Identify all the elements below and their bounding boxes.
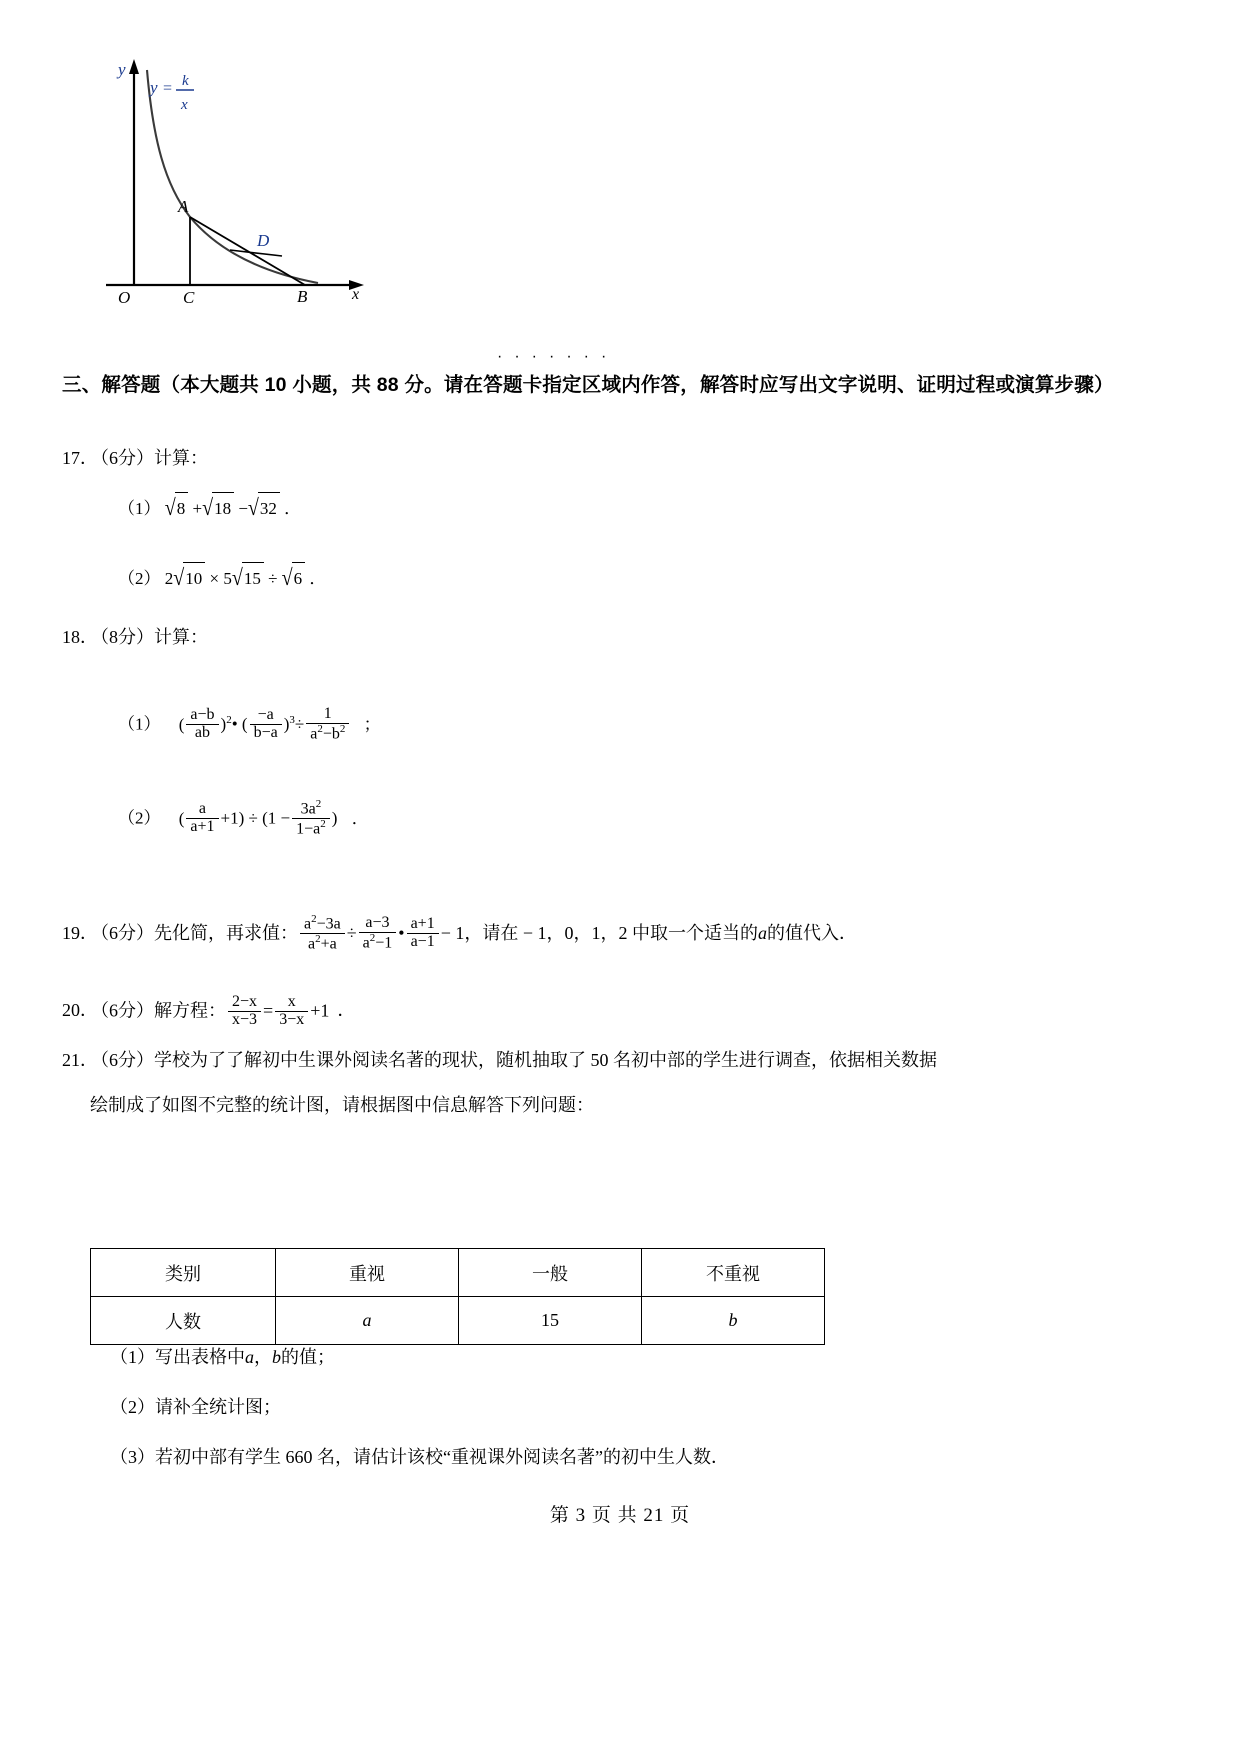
page-footer: 第 3 页 共 21 页 xyxy=(549,1505,691,1526)
table-cell-count-label: 人数 xyxy=(91,1297,276,1345)
q18-item1-dot: • xyxy=(231,714,238,734)
q19-score: （6分） xyxy=(100,922,154,943)
q18-item1-exp1: 2 xyxy=(226,714,232,726)
fraction-one-over-a2-minus-b2: $\frac{1}{a^2-b^2}$ xyxy=(306,706,349,743)
q20-plus-one: +1 xyxy=(310,1000,330,1021)
q21-sub1-pre: （1）写出表格中 xyxy=(110,1347,245,1367)
svg-text:B: B xyxy=(297,287,308,306)
section-heading: 三、解答题（本大题共 10 小题，共 88 分。请在答题卡指定区域内作答，解答时应写出文字说明、证明过程或演算步骤） xyxy=(62,374,1114,396)
question-21-line-1 xyxy=(62,1045,1182,1075)
q18-item1-semicolon: ； xyxy=(363,714,381,734)
statistics-table xyxy=(90,1248,825,1345)
q17-item2-label: （2） xyxy=(118,569,161,588)
q17-item1-op2: − xyxy=(238,499,248,518)
sqrt-8: √8 xyxy=(165,492,188,524)
hyperbola-figure xyxy=(90,45,390,315)
q18-item2-div: ÷ xyxy=(248,808,258,828)
svg-text:A: A xyxy=(178,197,189,216)
question-17-item-1 xyxy=(118,492,301,524)
q19-number: 19． xyxy=(62,922,98,943)
fraction-minus-a-over-b-minus-a: $\frac{-a}{b-a}$ xyxy=(250,707,282,742)
q19-op2: • xyxy=(398,922,405,943)
q21-number: 21． xyxy=(62,1050,98,1070)
q18-item2-period: ． xyxy=(351,808,369,828)
q19-prompt: 先化简，再求值： xyxy=(154,922,298,943)
q19-tail2: 的值代入． xyxy=(767,922,858,943)
q17-item2-c1: 2 xyxy=(164,569,174,588)
q17-item1-period: ． xyxy=(284,499,302,518)
q18-score: （8分） xyxy=(100,627,154,647)
sqrt-15: √15 xyxy=(232,562,264,594)
table-cell-value-b: b xyxy=(642,1297,825,1345)
fraction-a-over-a-plus-1: $\frac{a}{a+1}$ xyxy=(186,801,218,836)
q20-period: ． xyxy=(337,1000,356,1021)
q18-number: 18． xyxy=(62,627,98,647)
question-20 xyxy=(62,995,355,1030)
q17-item2-op1: × xyxy=(209,569,220,588)
fraction-a2-minus-3a-over-a2-plus-a: $\frac{a^2-3a}{a^2+a}$ xyxy=(300,914,345,953)
q18-item2-close: ) xyxy=(331,808,338,828)
q19-variable: a xyxy=(758,922,768,943)
table-cell-value-15: 15 xyxy=(459,1297,642,1345)
svg-text:D: D xyxy=(257,231,270,250)
sqrt-18: √18 xyxy=(202,492,234,524)
svg-text:=: = xyxy=(163,80,173,97)
q18-item1-exp2: 3 xyxy=(289,714,295,726)
q18-item1-div: ÷ xyxy=(294,714,305,734)
fraction-x-over-3-minus-x: $\frac{x}{3-x}$ xyxy=(275,994,308,1029)
sqrt-6: √6 xyxy=(282,562,305,594)
q17-score: （6分） xyxy=(100,448,154,468)
sqrt-32: √32 xyxy=(248,492,280,524)
question-17-stem xyxy=(62,443,208,473)
q17-item1-label: （1） xyxy=(118,499,161,518)
q17-item1-op1: + xyxy=(192,499,203,518)
heading-dots: ······· xyxy=(497,348,619,365)
q20-prompt: 解方程： xyxy=(154,1000,226,1021)
question-18-item-1: （1） ( $\frac{a-b}{ab}$ )$^2$• ( $\frac{-a}{b-a}$ )$^3$÷ $\frac{1}{a^2-b^2}$ ； xyxy=(118,705,381,743)
question-17-item-2 xyxy=(118,562,326,594)
q21-sub1-var-a: a xyxy=(245,1347,254,1367)
question-19 xyxy=(62,915,857,954)
fraction-3a2-over-1-minus-a2: $\frac{3a^2}{1-a^2}$ xyxy=(292,799,330,838)
q19-tail: − 1，请在 − 1，0，1，2 中取一个适当的 xyxy=(440,922,759,943)
q18-item2-label: （2） xyxy=(118,808,161,828)
q17-item2-op2: ÷ xyxy=(268,569,278,588)
q21-sub1-var-b: b xyxy=(272,1347,281,1367)
svg-text:k: k xyxy=(182,73,189,89)
table-header-category: 类别 xyxy=(91,1249,276,1297)
fraction-a-minus-b-over-ab: $\frac{a-b}{ab}$ xyxy=(186,707,218,742)
svg-text:x: x xyxy=(181,97,188,113)
svg-text:y: y xyxy=(118,60,126,79)
fraction-a-minus-3-over-a2-minus-1: $\frac{a-3}{a^2-1}$ xyxy=(359,915,397,952)
q18-item2-plus: +1) xyxy=(220,808,245,828)
question-21-line-2: 绘制成了如图不完整的统计图，请根据图中信息解答下列问题： xyxy=(90,1095,594,1115)
q17-prompt: 计算： xyxy=(154,448,208,468)
q18-prompt: 计算： xyxy=(154,627,208,647)
table-cell-value-a: a xyxy=(276,1297,459,1345)
question-18-stem xyxy=(62,622,208,652)
q19-op1: ÷ xyxy=(346,922,357,943)
q18-item1-label: （1） xyxy=(118,714,161,734)
q21-sub1-comma: ， xyxy=(254,1347,272,1367)
q21-score: （6分） xyxy=(100,1050,154,1070)
q17-number: 17． xyxy=(62,448,98,468)
sqrt-10: √10 xyxy=(173,562,205,594)
question-21-sub-2: （2）请补全统计图； xyxy=(110,1397,281,1417)
q20-equals: = xyxy=(263,1000,274,1021)
question-21-sub-3: （3）若初中部有学生 660 名，请估计该校“重视课外阅读名著”的初中生人数． xyxy=(110,1447,729,1467)
svg-text:y: y xyxy=(150,78,158,97)
q20-number: 20． xyxy=(62,1000,98,1021)
question-18-item-2: （2） ( $\frac{a}{a+1}$ +1) ÷ (1 − $\frac{3a^2}{1-a^2}$ ) ． xyxy=(118,798,369,838)
svg-text:x: x xyxy=(352,286,360,303)
svg-text:C: C xyxy=(183,288,195,307)
svg-text:O: O xyxy=(118,288,131,307)
q20-score: （6分） xyxy=(100,1000,154,1021)
fraction-2-minus-x-over-x-minus-3: $\frac{2-x}{x-3}$ xyxy=(228,994,261,1029)
q21-text-line1: 学校为了了解初中生课外阅读名著的现状，随机抽取了 50 名初中部的学生进行调查，依据相关数据 xyxy=(154,1050,937,1070)
table-row-header xyxy=(91,1249,825,1297)
table-header-important: 重视 xyxy=(276,1249,459,1297)
table-header-average: 一般 xyxy=(459,1249,642,1297)
question-21-sub-1 xyxy=(110,1342,335,1372)
q18-item2-one: (1 − xyxy=(262,808,291,828)
q17-item2-c2: 5 xyxy=(223,569,232,588)
statistics-table-wrap xyxy=(90,1248,825,1345)
table-row-counts xyxy=(91,1297,825,1345)
q17-item2-period: ． xyxy=(309,569,327,588)
q21-sub1-post: 的值； xyxy=(281,1347,335,1367)
table-header-not-important: 不重视 xyxy=(642,1249,825,1297)
fraction-a-plus-1-over-a-minus-1: $\frac{a+1}{a-1}$ xyxy=(407,916,439,951)
